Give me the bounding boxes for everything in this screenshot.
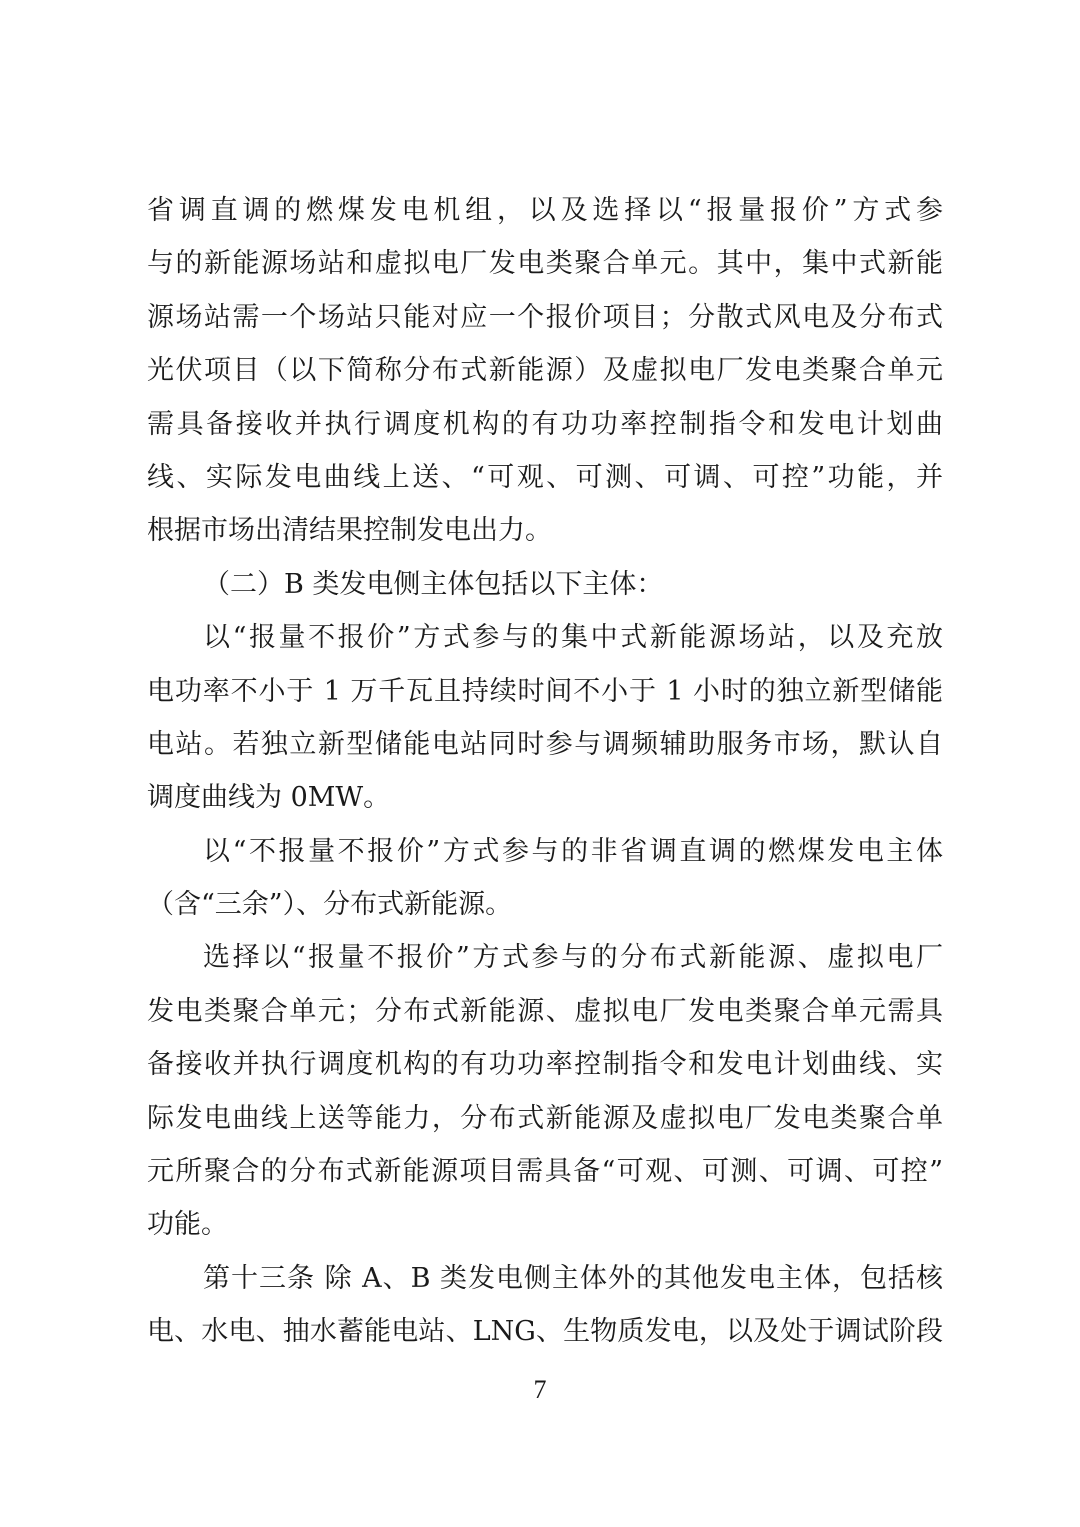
text-line: 调度曲线为 0MW。 [147, 782, 391, 814]
text-line: 光伏项目（以下简称分布式新能源）及虚拟电厂发电类聚合单元 [147, 355, 943, 387]
text-line: 备接收并执行调度机构的有功功率控制指令和发电计划曲线、实 [147, 1049, 943, 1081]
document-body [147, 184, 943, 1359]
page-number: 7 [533, 1375, 547, 1404]
text-line: 需具备接收并执行调度机构的有功功率控制指令和发电计划曲 [147, 408, 943, 440]
text-line: （二）B 类发电侧主体包括以下主体： [203, 568, 664, 600]
text-line: 电功率不小于 1 万千瓦且持续时间不小于 1 小时的独立新型储能 [147, 675, 943, 707]
section-heading [147, 558, 943, 611]
article-paragraph [147, 1252, 943, 1359]
text-line: 电、水电、抽水蓄能电站、LNG、生物质发电，以及处于调试阶段 [147, 1316, 943, 1348]
text-line: 省调直调的燃煤发电机组，以及选择以“报量报价”方式参 [147, 195, 943, 226]
text-line: 以“不报量不报价”方式参与的非省调直调的燃煤发电主体 [203, 835, 943, 867]
text-line: 电站。若独立新型储能电站同时参与调频辅助服务市场，默认自 [147, 728, 943, 760]
text-line: 功能。 [147, 1209, 228, 1241]
text-line: 源场站需一个场站只能对应一个报价项目；分散式风电及分布式 [147, 301, 943, 333]
text-line: 际发电曲线上送等能力，分布式新能源及虚拟电厂发电类聚合单 [147, 1102, 943, 1134]
text-line: 发电类聚合单元；分布式新能源、虚拟电厂发电类聚合单元需具 [147, 995, 943, 1027]
paragraph [147, 931, 943, 1251]
text-line: 以“报量不报价”方式参与的集中式新能源场站，以及充放 [203, 622, 943, 654]
paragraph [147, 611, 943, 825]
paragraph [147, 184, 943, 558]
text-line: 第十三条 除 A、B 类发电侧主体外的其他发电主体，包括核 [203, 1262, 943, 1294]
text-line: （含“三余”）、分布式新能源。 [147, 889, 513, 921]
paragraph [147, 825, 943, 932]
text-line: 元所聚合的分布式新能源项目需具备“可观、可测、可调、可控” [147, 1156, 943, 1188]
text-line: 与的新能源场站和虚拟电厂发电类聚合单元。其中，集中式新能 [147, 248, 943, 280]
text-line: 线、实际发电曲线上送、“可观、可测、可调、可控”功能，并 [147, 461, 943, 493]
text-line: 选择以“报量不报价”方式参与的分布式新能源、虚拟电厂 [203, 942, 943, 974]
text-line: 根据市场出清结果控制发电出力。 [147, 515, 552, 547]
